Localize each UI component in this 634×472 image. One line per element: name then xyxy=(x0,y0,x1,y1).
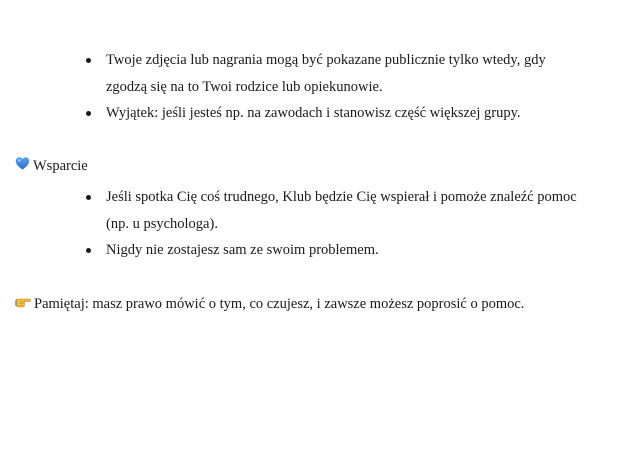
list-item xyxy=(82,184,582,237)
list-item-text: Nigdy nie zostajesz sam ze swoim problemem. xyxy=(106,242,379,258)
list-item-text: Jeśli spotka Cię coś trudnego, Klub będzie Cię wspierał i pomoże znaleźć pomoc (np. u psychologa). xyxy=(106,189,577,232)
pointing-hand-icon xyxy=(15,295,31,308)
bullet-dot xyxy=(86,195,91,200)
list-item xyxy=(82,237,582,264)
list-item-text: Twoje zdjęcia lub nagrania mogą być pokazane publicznie tylko wtedy, gdy zgodzą się na to Twoi rodzice lub opiekunowie. xyxy=(106,52,546,95)
blue-heart-icon xyxy=(15,156,30,171)
reminder-text: Pamiętaj: masz prawo mówić o tym, co czujesz, i zawsze możesz poprosić o pomoc. xyxy=(34,296,525,312)
support-heading-text: Wsparcie xyxy=(33,158,88,174)
bullet-dot xyxy=(86,248,91,253)
support-bullet-list xyxy=(82,184,582,264)
list-item xyxy=(82,47,582,100)
support-heading xyxy=(15,155,88,177)
reminder-line xyxy=(15,293,524,315)
bullet-dot xyxy=(86,58,91,63)
list-item xyxy=(82,100,582,127)
bullet-dot xyxy=(86,111,91,116)
list-item-text: Wyjątek: jeśli jesteś np. na zawodach i stanowisz część większej grupy. xyxy=(106,105,521,121)
photos-bullet-list xyxy=(82,47,582,127)
